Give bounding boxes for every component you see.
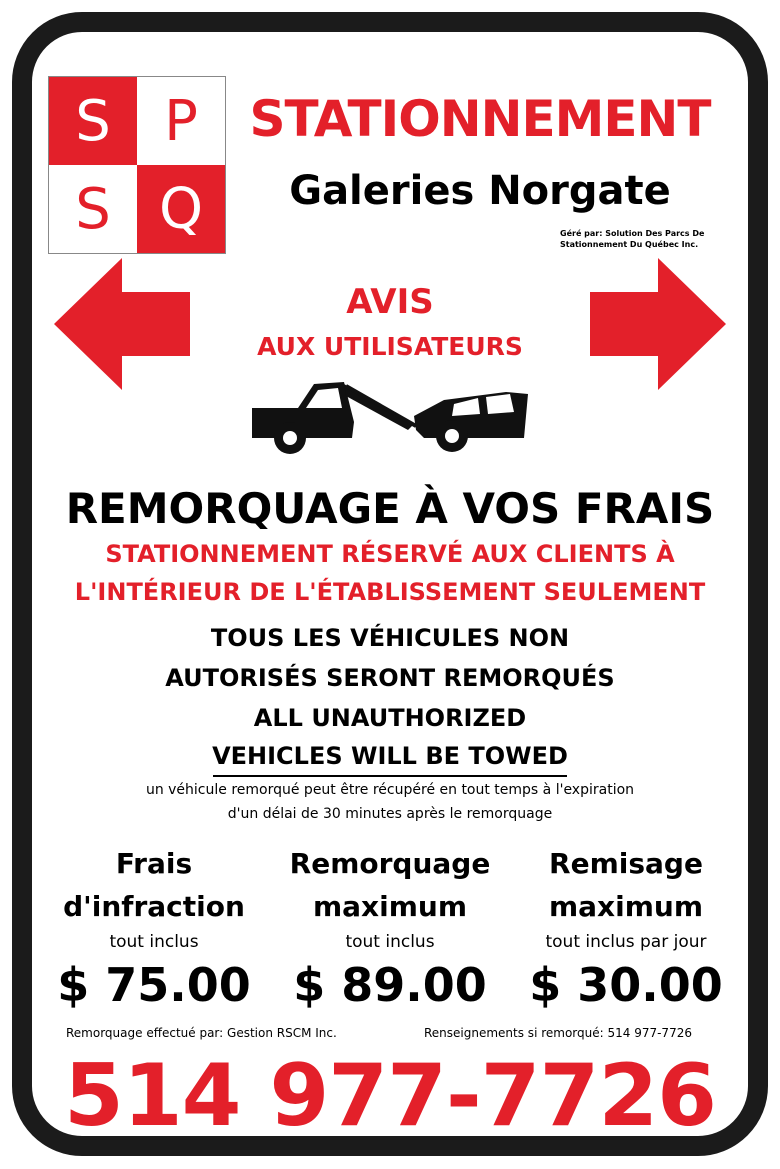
logo-letter: S: [49, 77, 137, 165]
fee-price: $ 75.00: [57, 958, 251, 1012]
fee-title: Frais: [115, 847, 193, 880]
fee-storage: [506, 842, 746, 1012]
logo-letter: S: [49, 165, 137, 253]
reserved-line: L'INTÉRIEUR DE L'ÉTABLISSEMENT SEULEMENT: [74, 578, 706, 606]
notice-audience: AUX UTILISATEURS: [257, 332, 523, 361]
fee-title: Remorquage: [289, 847, 491, 880]
reserved-line: STATIONNEMENT RÉSERVÉ AUX CLIENTS À: [105, 540, 675, 568]
towing-notice-en: VEHICLES WILL BE TOWED: [212, 742, 568, 770]
warning-headline: REMORQUAGE À VOS FRAIS: [65, 484, 715, 533]
right-arrow-icon: [588, 258, 728, 390]
fee-note: tout inclus: [345, 932, 435, 952]
fee-price: $ 30.00: [529, 958, 723, 1012]
logo-letter: P: [137, 77, 225, 165]
managed-by-line: Stationnement Du Québec Inc.: [560, 240, 699, 249]
fee-title: Remisage: [549, 847, 703, 880]
towing-company: Remorquage effectué par: Gestion RSCM Inc.: [66, 1026, 337, 1040]
fee-note: tout inclus: [109, 932, 199, 952]
tow-truck-icon: [248, 372, 532, 456]
managed-by-line: Géré par: Solution Des Parcs De: [560, 229, 705, 238]
underline-divider: [213, 775, 567, 777]
sign-title: STATIONNEMENT: [249, 90, 711, 148]
towing-notice-en: ALL UNAUTHORIZED: [253, 704, 527, 732]
fee-infraction: [34, 842, 274, 1012]
info-line: Renseignements si remorqué: 514 977-7726: [424, 1026, 692, 1040]
phone-number: 514 977-7726: [63, 1046, 717, 1146]
recovery-note: d'un délai de 30 minutes après le remorquage: [227, 806, 553, 822]
fee-note: tout inclus par jour: [545, 932, 707, 952]
towing-notice-fr: TOUS LES VÉHICULES NON: [210, 624, 570, 652]
fee-title: maximum: [312, 890, 467, 923]
towing-notice-fr: AUTORISÉS SERONT REMORQUÉS: [165, 664, 615, 692]
notice-title: AVIS: [346, 282, 434, 322]
fee-towing: [270, 842, 510, 1012]
managed-by-text: [560, 228, 740, 250]
recovery-note: un véhicule remorqué peut être récupéré en tout temps à l'expiration: [145, 782, 635, 798]
logo-letter: Q: [137, 165, 225, 253]
fee-title: maximum: [548, 890, 703, 923]
left-arrow-icon: [54, 258, 194, 390]
fee-price: $ 89.00: [293, 958, 487, 1012]
spsq-logo: [48, 76, 226, 254]
fee-title: d'infraction: [63, 890, 245, 923]
sign-subtitle: Galeries Norgate: [289, 168, 671, 214]
